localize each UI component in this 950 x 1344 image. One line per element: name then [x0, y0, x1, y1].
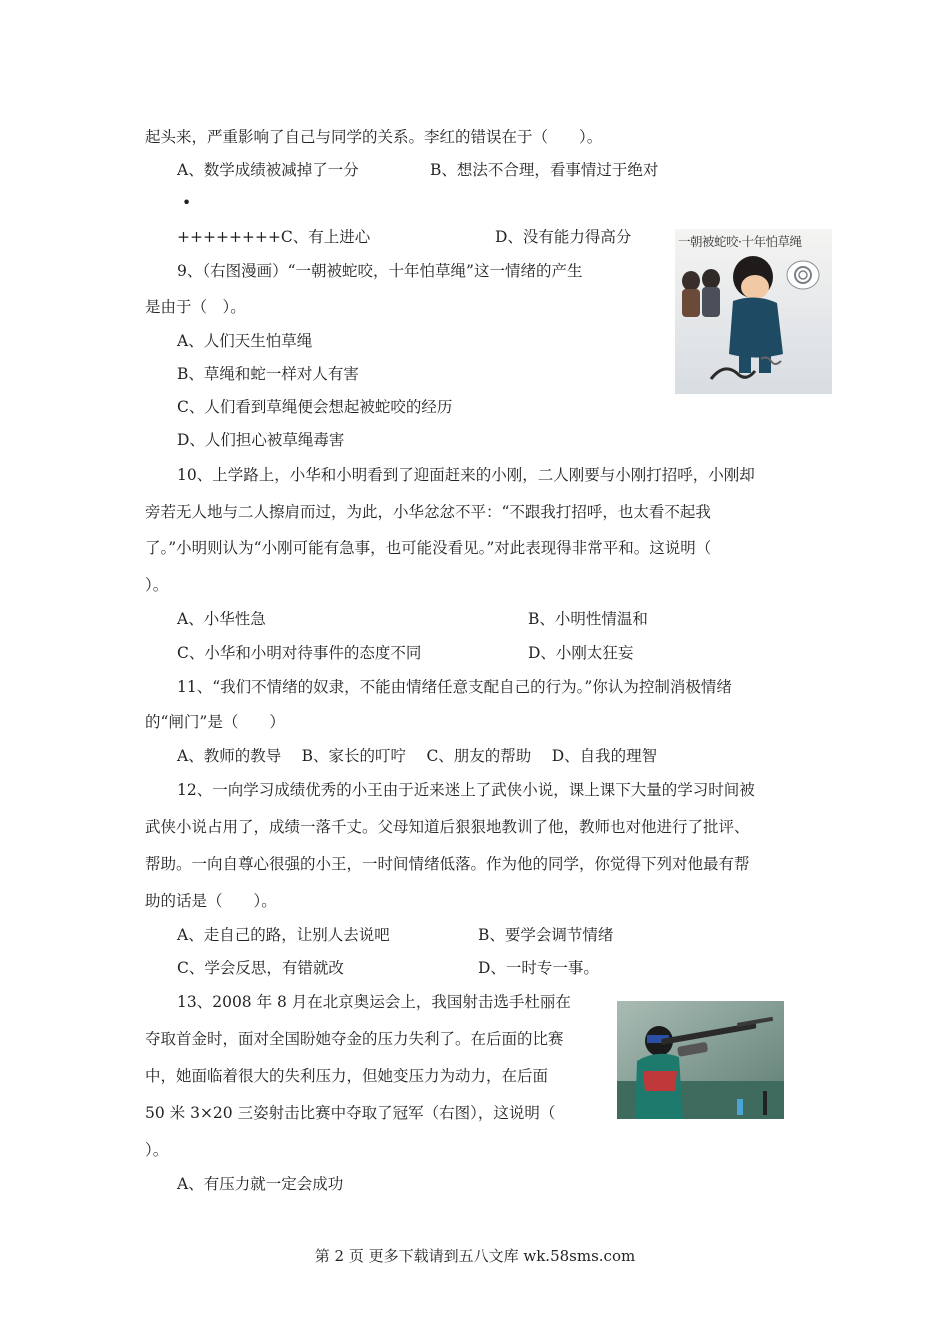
q12-option-a: A、走自己的路，让别人去说吧: [177, 926, 390, 944]
q11-options: A、教师的教导 B、家长的叮咛 C、朋友的帮助 D、自我的理智: [177, 747, 658, 765]
q10-stem-line3: 了。”小明则认为“小刚可能有急事，也可能没看见。”对此表现得非常平和。这说明（: [145, 539, 712, 557]
q13-stem-line3: 中，她面临着很大的失利压力，但她变压力为动力，在后面: [145, 1067, 549, 1085]
q12-stem-line1: 12、一向学习成绩优秀的小王由于近来迷上了武侠小说，课上课下大量的学习时间被: [177, 781, 755, 799]
q10-stem-line4: ）。: [145, 576, 169, 594]
q12-stem-line3: 帮助。一向自尊心很强的小王，一时间情绪低落。作为他的同学，你觉得下列对他最有帮: [145, 855, 750, 873]
q13-option-a: A、有压力就一定会成功: [177, 1175, 344, 1193]
q12-stem-line4: 助的话是（ ）。: [145, 892, 277, 910]
q10-option-a: A、小华性急: [177, 610, 266, 628]
q8-option-b: B、想法不合理，看事情过于绝对: [430, 161, 659, 179]
q12-option-c: C、学会反思，有错就改: [177, 959, 344, 977]
bullet-mark: •: [182, 194, 192, 212]
q8-option-a: A、数学成绩被减掉了一分: [177, 161, 359, 179]
q13-stem-line2: 夺取首金时，面对全国盼她夺金的压力失利了。在后面的比赛: [145, 1030, 564, 1048]
shooter-photo: [617, 1001, 784, 1119]
q10-option-b: B、小明性情温和: [528, 610, 648, 628]
q13-stem-line1: 13、2008 年 8 月在北京奥运会上，我国射击选手杜丽在: [177, 993, 571, 1011]
q10-stem-line1: 10、上学路上，小华和小明看到了迎面赶来的小刚，二人刚要与小刚打招呼，小刚却: [177, 466, 755, 484]
cartoon-caption: 一朝被蛇咬·十年怕草绳: [678, 234, 802, 249]
page-footer: 第 2 页 更多下载请到五八文库 wk.58sms.com: [314, 1247, 636, 1265]
snake-cartoon-image: [675, 229, 832, 394]
q9-option-a: A、人们天生怕草绳: [177, 332, 313, 350]
q12-option-d: D、一时专一事。: [478, 959, 599, 977]
q10-option-c: C、小华和小明对待事件的态度不同: [177, 644, 422, 662]
q8-stem-end: 起头来，严重影响了自己与同学的关系。李红的错误在于（ ）。: [145, 128, 603, 146]
q13-stem-line5: ）。: [145, 1141, 169, 1159]
q8-option-d: D、没有能力得高分: [495, 228, 632, 246]
q9-stem-line2: 是由于（ ）。: [145, 298, 246, 316]
q12-stem-line2: 武侠小说占用了，成绩一落千丈。父母知道后狠狠地教训了他，教师也对他进行了批评、: [145, 818, 750, 836]
q8-option-c: ++++++++C、有上进心: [177, 228, 371, 246]
q9-option-b: B、草绳和蛇一样对人有害: [177, 365, 359, 383]
q11-stem-line2: 的“闸门”是（ ）: [145, 713, 285, 731]
q13-stem-line4: 50 米 3×20 三姿射击比赛中夺取了冠军（右图），这说明（: [145, 1104, 556, 1122]
q9-option-d: D、人们担心被草绳毒害: [177, 431, 345, 449]
q10-option-d: D、小刚太狂妄: [528, 644, 634, 662]
q11-stem-line1: 11、“我们不情绪的奴隶，不能由情绪任意支配自己的行为。”你认为控制消极情绪: [177, 678, 732, 696]
q9-option-c: C、人们看到草绳便会想起被蛇咬的经历: [177, 398, 453, 416]
q10-stem-line2: 旁若无人地与二人擦肩而过，为此，小华忿忿不平：“不跟我打招呼，也太看不起我: [145, 503, 711, 521]
q12-option-b: B、要学会调节情绪: [478, 926, 614, 944]
q9-stem-line1: 9、（右图漫画）“一朝被蛇咬，十年怕草绳”这一情绪的产生: [177, 262, 583, 280]
